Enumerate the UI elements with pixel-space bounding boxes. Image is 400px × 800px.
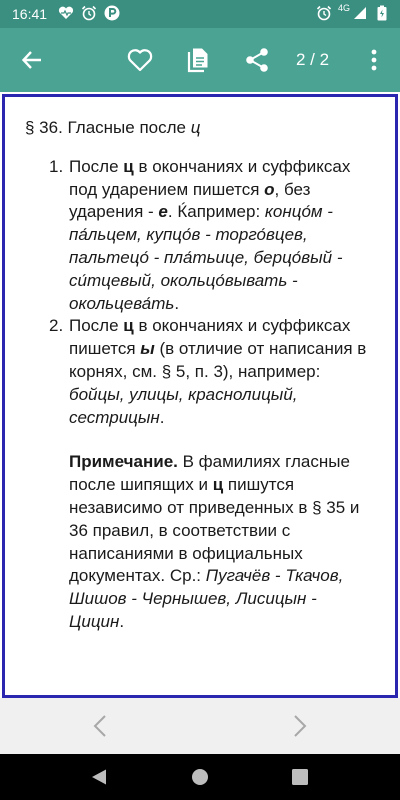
square-recents-icon bbox=[291, 768, 309, 786]
heading-letter: ц bbox=[190, 118, 201, 137]
status-left-icons bbox=[58, 5, 120, 21]
network-type-label: 4G bbox=[337, 3, 350, 13]
previous-page-button[interactable] bbox=[82, 708, 118, 744]
text-run: пишутся независимо от приведенных в § 35 и 36 правил, в соответствии с написаниями в официальных документах. Ср.: bbox=[69, 475, 360, 586]
examples-text: Пугачёв - Ткачов, Шишов - Чернышев, Лисицын - Цицин bbox=[69, 566, 344, 631]
text-run: После bbox=[69, 316, 124, 336]
article-content bbox=[25, 117, 373, 634]
bold-letter: ц bbox=[123, 156, 134, 176]
item-number: 1. bbox=[49, 156, 64, 176]
heart-rate-icon bbox=[58, 5, 74, 21]
copy-button[interactable] bbox=[178, 40, 218, 80]
page-indicator: 2 / 2 bbox=[296, 50, 330, 69]
text-run: . bbox=[119, 611, 125, 631]
status-right-icons bbox=[316, 5, 390, 21]
share-button[interactable] bbox=[237, 40, 277, 80]
back-button[interactable] bbox=[12, 40, 52, 80]
bold-italic-letter: е bbox=[158, 202, 168, 222]
item-number: 2. bbox=[49, 316, 64, 336]
examples-text: концо́м - па́льцем, купцо́в - торго́вцев, пальтецо́ - пла́тьице, берцо́вый - си́тцевый, окольцо́вывать - окольцева́ть bbox=[69, 202, 343, 313]
system-recents-button[interactable] bbox=[290, 767, 310, 787]
heading-prefix: § 36. Гласные после bbox=[25, 118, 191, 137]
heart-outline-icon bbox=[127, 48, 153, 72]
signal-icon bbox=[352, 5, 368, 21]
article-frame bbox=[2, 94, 398, 698]
status-time: 16:41 bbox=[12, 6, 48, 22]
system-back-button[interactable] bbox=[89, 767, 109, 787]
chevron-left-icon bbox=[93, 714, 107, 738]
text-run: (в отличие от написания в корнях, см. § 5, п. 3), например: bbox=[69, 339, 367, 381]
battery-icon bbox=[374, 5, 390, 21]
text-run: в окончаниях и суффиксах пишется bbox=[69, 316, 351, 359]
text-run: . bbox=[159, 407, 165, 427]
bold-letter: ц bbox=[212, 475, 224, 495]
text-run: . Ќапример: bbox=[167, 202, 265, 222]
page-navigation-bar bbox=[0, 698, 400, 754]
system-navigation-bar bbox=[0, 754, 400, 800]
triangle-back-icon bbox=[90, 768, 108, 786]
more-options-button[interactable] bbox=[356, 40, 392, 80]
chevron-right-icon bbox=[293, 714, 307, 738]
next-page-button[interactable] bbox=[282, 708, 318, 744]
toolbar bbox=[0, 28, 400, 92]
circle-home-icon bbox=[190, 767, 210, 787]
text-run: в окончаниях и суффиксах под ударением пишется bbox=[69, 156, 351, 199]
list-item bbox=[51, 315, 373, 429]
alarm-icon bbox=[316, 5, 332, 21]
copy-document-icon bbox=[186, 47, 210, 73]
examples-text: бойцы, улицы, краснолицый, сестрицын bbox=[69, 384, 298, 427]
note-label: Примечание. bbox=[69, 452, 178, 472]
alarm-icon bbox=[81, 5, 97, 21]
text-run: В фамилиях гласные после шипящих и bbox=[69, 452, 350, 495]
favorite-button[interactable] bbox=[120, 40, 160, 80]
text-run: После bbox=[69, 156, 124, 176]
status-bar bbox=[0, 0, 400, 28]
text-run: , без ударения - bbox=[69, 179, 311, 222]
text-run: . bbox=[174, 293, 180, 313]
bold-italic-letter: ы bbox=[140, 339, 155, 359]
bold-letter: ц bbox=[123, 316, 134, 336]
bold-italic-letter: о bbox=[264, 179, 275, 199]
system-home-button[interactable] bbox=[190, 767, 210, 787]
more-vertical-icon bbox=[371, 49, 377, 71]
share-icon bbox=[244, 47, 270, 73]
list-item bbox=[51, 156, 373, 316]
article-heading bbox=[25, 117, 373, 140]
rules-list bbox=[51, 156, 373, 430]
parking-app-icon bbox=[104, 5, 120, 21]
back-arrow-icon bbox=[21, 49, 43, 71]
note-paragraph bbox=[69, 451, 373, 633]
